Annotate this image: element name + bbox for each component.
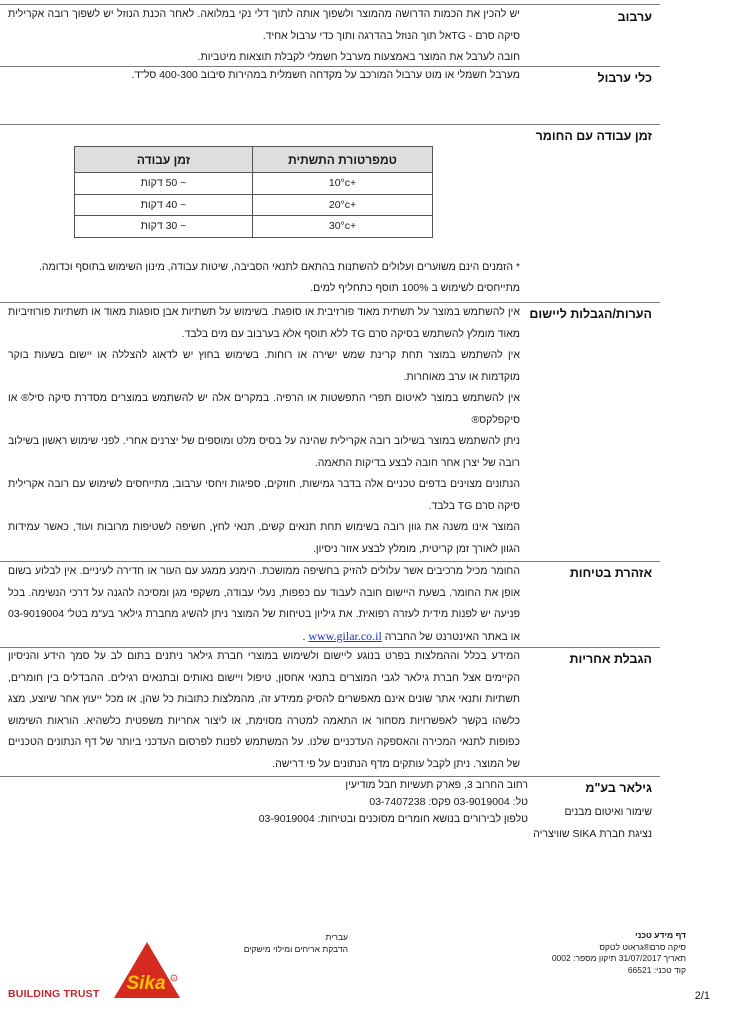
section-body-notes bbox=[8, 302, 520, 560]
cell-temperature: +30°c bbox=[253, 216, 433, 238]
company-hazmat-phone: טלפון לבירורים בנושא חומרים מסוכנים ובטיחות: 03-9019004 bbox=[258, 813, 528, 825]
table-row bbox=[75, 173, 433, 195]
section-title-liability: הגבלת אחריות bbox=[569, 652, 652, 666]
doc-date-revision: תאריך 31/07/2017 תיקון מספר: 0002 bbox=[551, 953, 686, 963]
company-phone-fax: טל: 03-9019004 פקס: 03-7407238 bbox=[369, 796, 528, 808]
tech-code: קוד טכני: 66521 bbox=[627, 964, 686, 975]
section-notes bbox=[0, 302, 660, 562]
language-label: עברית bbox=[325, 932, 348, 942]
paragraph: אין להשתמש במוצר תחת קרינת שמש ישירה או רוחות. בשימוש בחוץ יש לדאוג להצללה או יישום בשעות בוקר מוקדמות או ערב מאוחרות. bbox=[8, 349, 520, 383]
doc-type: דף מידע טכני bbox=[635, 930, 686, 940]
company-website-link[interactable]: www.gilar.co.il bbox=[308, 628, 382, 643]
cell-working-time: ~ 30 דקות bbox=[75, 216, 253, 238]
section-title-safety: אזהרת בטיחות bbox=[569, 566, 652, 580]
page-number: 2/1 bbox=[694, 990, 710, 1002]
section-title-mixing-tools: כלי ערבול bbox=[597, 71, 652, 85]
brand-slogan: BUILDING TRUST bbox=[8, 988, 100, 1000]
cell-working-time: ~ 50 דקות bbox=[75, 173, 253, 195]
company-subtitle bbox=[533, 801, 652, 845]
paragraph: ניתן להשתמש במוצר בשילוב רובה אקרילית שהינה על בסיס מלט ומוספים של יצרנים אחרי. לפני שימוש ראשון בשילוב רובה של יצרן אחר חובה לבצע בדיקות התאמה. bbox=[8, 435, 520, 469]
table-header-row bbox=[75, 147, 433, 173]
paragraph: הנתונים מצוינים בדפים טכניים אלה בדבר גמישות, חוזקים, ספיגות ויחסי ערבוב, מתייחסים לשימוש עם רובה אקרילית סיקה סרם TG בלבד. bbox=[8, 478, 520, 512]
company-subtitle-line: נציגת חברת SIKA שוויצריה bbox=[533, 828, 652, 840]
section-mixing-tools bbox=[0, 66, 660, 122]
company-address: רחוב החרוב 3, פארק תעשיות חבל מודיעין bbox=[345, 779, 528, 791]
company-contact bbox=[230, 777, 528, 828]
company-name: גילאר בע"מ bbox=[585, 781, 652, 795]
cell-temperature: +20°c bbox=[253, 194, 433, 216]
footer-doc-info bbox=[552, 930, 686, 976]
safety-tail: . bbox=[302, 630, 309, 643]
paragraph: אין להשתמש במוצר על תשתית מאוד פורזיבית או סופגת. בשימוש על תשתיות אבן סופגות מאוד או תשתיות פורוזיביות מאוד מומלץ להשתמש בסיקה סרם TG ללא תוסף אלא בערבוב עם מים בלבד. bbox=[8, 306, 520, 340]
section-mixing bbox=[0, 4, 660, 66]
column-header-working-time: זמן עבודה bbox=[75, 147, 253, 173]
cell-working-time: ~ 40 דקות bbox=[75, 194, 253, 216]
paragraph: חובה לערבל את המוצר באמצעות מערבל חשמלי לקבלת תוצאות מיטביות. bbox=[197, 51, 520, 63]
section-title-notes: הערות/הגבלות ליישום bbox=[529, 307, 652, 321]
table-row bbox=[75, 194, 433, 216]
column-header-temperature: טמפרטורת התשתית bbox=[253, 147, 433, 173]
working-time-footnote bbox=[8, 257, 520, 299]
safety-text: החומר מכיל מרכיבים אשר עלולים להזיק בחשיפה ממושכת. הימנע ממגע עם העור או חדירה לעיניים. אין לבלוע בשום אופן את החומר. בשעת היישום חובה לעבוד עם כפפות, נעלי עבודה, משקפי מגן ומסיכה להגנה על דרכי הנשימה. בכל פניעה יש לפנות מידית לעזרה רפואית. את גיליון בטיחות של המוצר ניתן להשיג מחברת גילאר בע"מ בטל' 03-9019004 או באתר האינטרנט של החברה bbox=[8, 565, 520, 643]
paragraph bbox=[8, 561, 520, 648]
section-body-safety bbox=[8, 561, 520, 648]
section-body-mixing-tools bbox=[8, 65, 520, 87]
paragraph: אין להשתמש במוצר לאיטום תפרי התפשטות או הרפיה. במקרים אלה יש להשתמש במוצרים מסדרת סיקה סיל® או סיקפלקס® bbox=[8, 392, 520, 426]
table-row bbox=[75, 216, 433, 238]
working-time-table bbox=[74, 146, 433, 238]
product-name: סיקה סרם®גראוט לטקס bbox=[599, 941, 686, 952]
paragraph: המידע בכלל וההמלצות בפרט בנוגע ליישום ולשימוש במוצרי חברת גילאר ניתנים בתום לב על סמך הידע והניסיון הקיימים אצל חברת גילאר לגבי המוצרים בתנאי אחסון, טיפול ויישום נאותים ובתנאים רגילים. ההבדלים בין חומרים, תשתיות ותנאי אתר שונים אינם מאפשרים להסיק ממידע זה, מהמלצות כתובות כל שהן, או מכל ייעוץ אחר שיוצע, מצג כלשהו בקשר לאפשרויות מסחור או התאמה למטרה מסוימת, או ליצור אחריות משפטית כלשהיא. הוראות השימוש כפופות לתנאי המכירה והאספקה העדכניים שלנו. על המשתמש לפנות לפרסום העדכני ביותר של דף הנתונים הטכניים של המוצר. ניתן לקבל עותקים מדף הנתונים על פי דרישה. bbox=[8, 650, 520, 770]
cell-temperature: +10°c bbox=[253, 173, 433, 195]
footnote-line: מתייחסים לשימוש ב 100% תוסף כתחליף למים. bbox=[310, 282, 520, 294]
svg-text:Sika: Sika bbox=[126, 973, 166, 994]
section-liability bbox=[0, 647, 660, 777]
paragraph: מערבל חשמלי או מוט ערבול המורכב על מקדחה חשמלית במהירות סיבוב 400-300 סל"ד. bbox=[131, 69, 520, 81]
product-category: הדבקת אריחים ומילוי מישקים bbox=[243, 943, 348, 954]
section-body-mixing bbox=[8, 4, 520, 69]
section-body-liability bbox=[8, 646, 520, 775]
company-subtitle-line: שימור ואיטום מבנים bbox=[564, 806, 652, 818]
section-title-mixing: ערבוב bbox=[617, 10, 652, 24]
paragraph: יש להכין את הכמות הדרושה מהמוצר ולשפוך אותה לתוך דלי נקי במלואה. לאחר הכנת הנוזל יש לשפוך רובה אקרילית סיקה סרם - TGאל תוך הנוזל בהדרגה ותוך כדי ערבול אחיד. bbox=[8, 8, 520, 42]
paragraph: המוצר אינו משנה את גוון רובה בשימוש תחת תנאים קשים, תנאי לחץ, חשיפה לשטיפות מרובות ועוד, כאשר עמידות הגוון לאורך זמן קריטית, מומלץ לבצע אזור ניסיון. bbox=[8, 521, 520, 555]
svg-text:R: R bbox=[172, 975, 176, 981]
sika-logo-icon bbox=[112, 940, 182, 1000]
section-safety bbox=[0, 561, 660, 647]
section-title-working-time: זמן עבודה עם החומר bbox=[535, 129, 652, 143]
footer-category bbox=[240, 932, 348, 955]
footnote-line: * הזמנים הינם משוערים ועלולים להשתנות בהתאם לתנאי הסביבה, שיטות עבודה, מינון השימוש בתוסף וכדומה. bbox=[38, 261, 520, 273]
